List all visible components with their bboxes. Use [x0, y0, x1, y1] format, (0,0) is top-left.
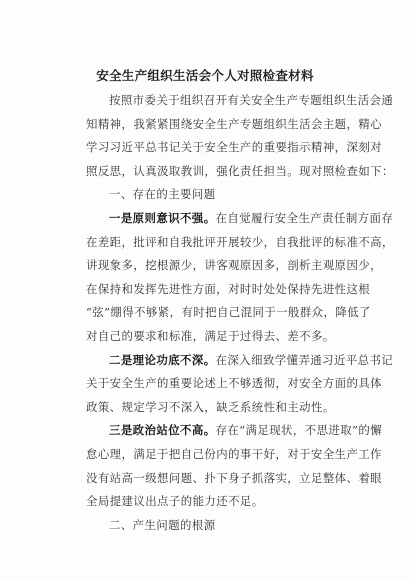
text-line	[86, 89, 394, 113]
line-text: 讲现象多，挖根源少，讲客观原因多，剖析主观原因少，	[86, 258, 383, 273]
line-text: 二、产生问题的根源	[109, 517, 216, 532]
line-text: 关于安全生产的重要论述上不够透彻，对安全方面的具体	[86, 376, 383, 391]
text-line	[86, 443, 383, 467]
text-line	[86, 254, 383, 278]
line-text: 按照市委关于组织召开有关安全生产专题组织生活会通	[109, 93, 394, 107]
text-line	[86, 490, 336, 514]
line-text: 政策、规定学习不深入，缺乏系统性和主动性。	[86, 399, 335, 414]
line-text: 怠心理，满足于把自己份内的事干好，对于安全生产工作	[86, 446, 383, 461]
line-text: 没有站高一级想问题、扑下身子抓落实，立足整体、着眼	[86, 470, 383, 485]
line-text: “弦”绷得不够紧，有时把自己混同于一般群众，降低了	[86, 305, 371, 320]
line-text: 在保持和发挥先进性方面，对时时处处保持先进性这根	[86, 281, 371, 296]
text-line	[86, 372, 383, 396]
text-line	[86, 231, 394, 255]
line-text: 对自己的要求和标准，满足于过得去、差不多。	[86, 328, 335, 343]
line-text: 在深入细致学懂弄通习近平总书记	[215, 352, 394, 367]
line-text: 照反思，认真汲取教训，强化责任担当。现对照检查如下：	[86, 163, 394, 178]
text-line	[86, 301, 371, 325]
line-text: 知精神，我紧紧围绕安全生产专题组织生活会主题，精心	[86, 116, 383, 131]
bold-lead-phrase: 三是政治站位不高。	[109, 423, 216, 438]
line-text: 存在“满足现状，不思进取”的懈	[215, 423, 383, 438]
text-line	[86, 325, 336, 349]
text-line	[86, 183, 336, 207]
line-text: 学习习近平总书记关于安全生产的重要指示精神，深刻对	[86, 140, 383, 155]
text-line	[86, 514, 336, 538]
text-line	[86, 278, 371, 302]
text-line	[86, 113, 383, 137]
line-text: 在差距，批评和自我批评开展较少，自我批评的标准不高，	[86, 234, 394, 249]
text-line	[86, 136, 383, 160]
text-line	[86, 207, 394, 231]
text-line	[86, 349, 394, 373]
line-text: 在自觉履行安全生产责任制方面存	[215, 210, 394, 225]
bold-lead-phrase: 一是原则意识不强。	[109, 210, 216, 225]
text-line	[86, 160, 394, 184]
text-line	[86, 396, 336, 420]
document-body	[86, 89, 394, 537]
text-line	[86, 467, 383, 491]
bold-lead-phrase: 二是理论功底不深。	[109, 352, 216, 367]
line-text: 全局提建议出点子的能力还不足。	[86, 494, 264, 509]
document-title: 安全生产组织生活会个人对照检查材料	[96, 68, 314, 83]
line-text: 一、存在的主要问题	[109, 187, 216, 202]
text-line	[86, 419, 383, 443]
